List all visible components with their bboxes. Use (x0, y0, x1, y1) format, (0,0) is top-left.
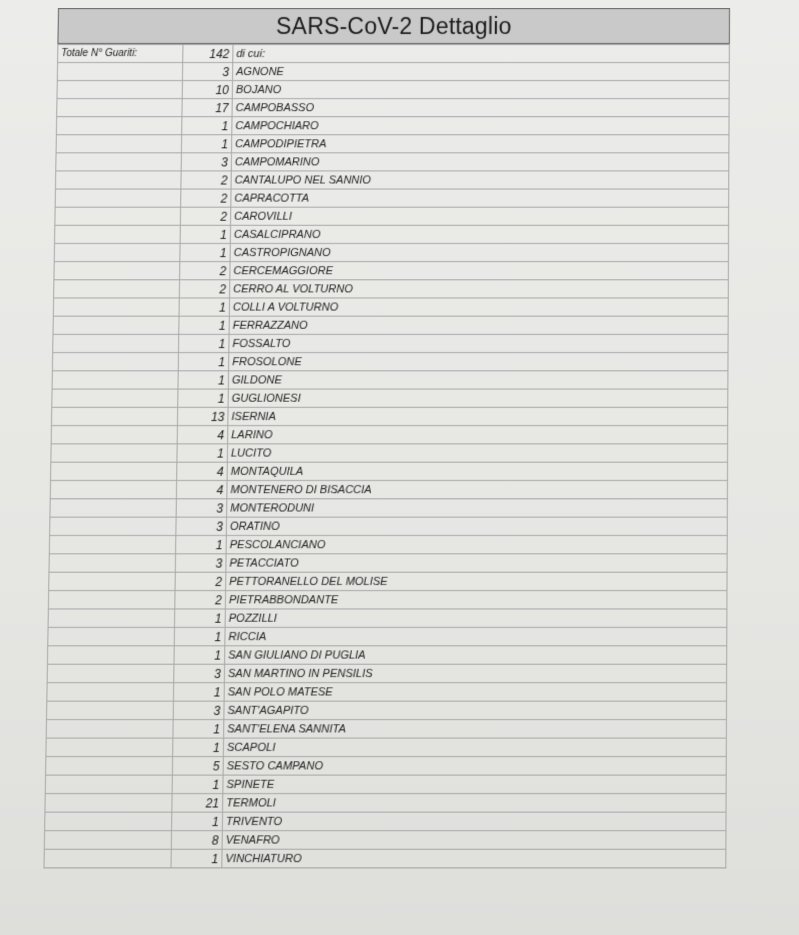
table-row (47, 683, 727, 701)
row-count: 2 (179, 280, 230, 298)
row-count: 1 (177, 444, 228, 462)
row-town: VENAFRO (222, 831, 726, 850)
table-row (56, 135, 729, 153)
table-row (54, 262, 728, 280)
table-row (54, 280, 729, 298)
table-row (48, 591, 727, 609)
row-count: 1 (173, 738, 224, 756)
row-count: 3 (182, 63, 232, 81)
row-count: 3 (181, 153, 231, 171)
row-label-cell (48, 591, 175, 609)
row-town: PIETRABBONDANTE (225, 591, 727, 609)
row-town: SAN POLO MATESE (224, 683, 727, 701)
row-count: 3 (176, 517, 227, 535)
row-count: 1 (172, 812, 223, 831)
row-label-cell (47, 664, 174, 682)
row-label-cell (56, 135, 182, 153)
row-count: 4 (177, 462, 228, 480)
row-label-cell (49, 572, 176, 590)
row-count: 5 (172, 757, 223, 776)
row-label-cell (52, 371, 178, 389)
row-count: 2 (175, 572, 226, 590)
row-label-cell (56, 117, 182, 135)
row-label-cell (51, 407, 177, 425)
table-row (45, 794, 726, 813)
row-label-cell (48, 609, 175, 627)
row-town: SESTO CAMPANO (223, 757, 726, 776)
row-label-cell (53, 334, 179, 352)
row-label-cell (51, 426, 177, 444)
row-count: 1 (178, 371, 229, 389)
row-count: 3 (173, 701, 224, 719)
row-count: 4 (176, 480, 227, 498)
table-row (53, 334, 728, 352)
row-label-cell (49, 554, 176, 572)
row-town: LARINO (228, 426, 728, 444)
summary-note: di cui: (233, 45, 730, 63)
row-town: GILDONE (228, 371, 728, 389)
row-count: 1 (182, 117, 232, 135)
row-label-cell (46, 738, 173, 756)
table-row (51, 444, 728, 462)
row-count: 2 (181, 189, 231, 207)
table-row (45, 812, 726, 831)
row-town: BOJANO (232, 81, 729, 99)
row-town: CASTROPIGNANO (230, 243, 728, 261)
table-row (55, 207, 729, 225)
row-town: TRIVENTO (222, 812, 726, 831)
row-town: CANTALUPO NEL SANNIO (231, 171, 729, 189)
row-label-cell (52, 353, 178, 371)
row-count: 1 (180, 243, 230, 261)
row-town: TERMOLI (223, 794, 727, 813)
row-label-cell (50, 517, 176, 535)
row-count: 1 (172, 775, 223, 794)
row-label-cell (57, 63, 182, 81)
row-label-cell (56, 153, 182, 171)
row-town: GUGLIONESI (228, 389, 728, 407)
table-row (56, 117, 729, 135)
row-label-cell (44, 831, 171, 850)
row-count: 13 (177, 407, 228, 425)
row-label-cell (46, 757, 173, 776)
table-row (53, 316, 728, 334)
table-row (50, 499, 727, 517)
table-row (55, 171, 728, 189)
row-town: CAROVILLI (231, 207, 729, 225)
table-row (55, 189, 729, 207)
row-town: PETTORANELLO DEL MOLISE (226, 572, 727, 590)
row-count: 2 (175, 591, 226, 609)
table-body (44, 45, 729, 868)
row-count: 3 (176, 499, 227, 517)
row-town: LUCITO (227, 444, 727, 462)
table-row (49, 535, 727, 553)
row-town: AGNONE (233, 63, 730, 81)
table-row (45, 775, 726, 794)
row-town: PESCOLANCIANO (226, 535, 727, 553)
row-town: CAPRACOTTA (231, 189, 729, 207)
row-count: 1 (178, 389, 229, 407)
row-label-cell (53, 316, 179, 334)
table-row (51, 407, 727, 425)
row-town: ISERNIA (228, 407, 728, 425)
row-count: 1 (175, 609, 226, 627)
table-row (44, 831, 726, 850)
row-count: 4 (177, 426, 228, 444)
row-town: CAMPOCHIARO (232, 117, 729, 135)
table-row (49, 554, 727, 572)
row-label-cell (55, 171, 181, 189)
row-label-cell (55, 225, 181, 243)
row-town: COLLI A VOLTURNO (229, 298, 728, 316)
row-town: CERCEMAGGIORE (230, 262, 729, 280)
table-row (50, 517, 728, 535)
row-label-cell (54, 280, 180, 298)
table-row (47, 664, 727, 682)
document (25, 8, 760, 868)
row-label-cell (44, 849, 171, 868)
row-label-cell (46, 701, 173, 719)
row-town: FOSSALTO (229, 334, 728, 352)
table-row (46, 757, 727, 776)
table-row (51, 426, 728, 444)
row-town: SANT'ELENA SANNITA (224, 720, 727, 738)
row-town: RICCIA (225, 627, 727, 645)
table-row (49, 572, 727, 590)
row-label-cell (57, 81, 182, 99)
row-town: CASALCIPRANO (230, 225, 728, 243)
row-town: CAMPODIPIETRA (232, 135, 729, 153)
row-town: POZZILLI (225, 609, 727, 627)
row-label-cell (46, 720, 173, 738)
row-label-cell (45, 812, 172, 831)
row-count: 1 (178, 334, 229, 352)
row-town: SANT'AGAPITO (224, 701, 727, 719)
table-row (46, 701, 726, 719)
row-label-cell (48, 627, 175, 645)
row-count: 2 (180, 207, 230, 225)
row-town: FROSOLONE (229, 353, 728, 371)
row-label-cell (50, 480, 176, 498)
row-count: 1 (174, 627, 225, 645)
summary-row (58, 45, 730, 63)
table-row (47, 646, 726, 664)
table-row (52, 389, 728, 407)
row-town: SAN MARTINO IN PENSILIS (224, 664, 726, 682)
row-town: VINCHIATURO (222, 849, 726, 868)
row-label-cell (54, 243, 180, 261)
row-label-cell (53, 298, 179, 316)
row-town: MONTERODUNI (227, 499, 728, 517)
table-row (57, 81, 729, 99)
table-row (56, 153, 729, 171)
row-count: 1 (173, 683, 224, 701)
table-row (52, 353, 728, 371)
table-row (50, 480, 727, 498)
row-town: SAN GIULIANO DI PUGLIA (225, 646, 727, 664)
row-town: CAMPOBASSO (232, 99, 729, 117)
summary-total: 142 (183, 45, 233, 63)
row-town: ORATINO (226, 517, 727, 535)
row-town: MONTAQUILA (227, 462, 727, 480)
row-label-cell (51, 462, 177, 480)
row-label-cell (47, 683, 174, 701)
table-row (44, 849, 726, 868)
table-row (52, 371, 728, 389)
row-label-cell (57, 99, 183, 117)
row-count: 3 (174, 664, 225, 682)
row-count: 1 (173, 720, 224, 738)
table-row (46, 738, 726, 756)
row-count: 1 (171, 849, 222, 868)
row-count: 2 (180, 262, 231, 280)
recovered-table (43, 44, 729, 868)
table-row (51, 462, 728, 480)
row-count: 10 (182, 81, 232, 99)
table-row (48, 627, 727, 645)
row-count: 1 (176, 535, 227, 553)
row-label-cell (55, 189, 181, 207)
table-row (54, 243, 728, 261)
table-row (57, 63, 729, 81)
row-label-cell (54, 262, 180, 280)
row-town: SCAPOLI (223, 738, 726, 756)
row-town: MONTENERO DI BISACCIA (227, 480, 728, 498)
row-label-cell (45, 794, 172, 813)
row-label-cell (55, 207, 181, 225)
row-count: 1 (179, 316, 230, 334)
table-row (57, 99, 729, 117)
row-count: 21 (172, 794, 223, 813)
row-label-cell (52, 389, 178, 407)
row-town: CERRO AL VOLTURNO (230, 280, 729, 298)
table-row (53, 298, 728, 316)
row-label-cell (47, 646, 174, 664)
row-label-cell (51, 444, 177, 462)
row-label-cell (49, 535, 176, 553)
summary-label: Totale N° Guariti: (58, 45, 183, 63)
document-title: SARS-CoV-2 Dettaglio (57, 8, 730, 44)
row-count: 3 (175, 554, 226, 572)
row-town: FERRAZZANO (229, 316, 728, 334)
row-label-cell (45, 775, 172, 794)
table-row (48, 609, 727, 627)
table-row (55, 225, 729, 243)
row-town: CAMPOMARINO (231, 153, 729, 171)
row-label-cell (50, 499, 176, 517)
table-row (46, 720, 726, 738)
row-town: PETACCIATO (226, 554, 727, 572)
row-count: 1 (181, 135, 231, 153)
row-count: 8 (171, 831, 222, 850)
row-count: 1 (174, 646, 225, 664)
row-town: SPINETE (223, 775, 726, 794)
row-count: 1 (178, 353, 229, 371)
row-count: 1 (179, 298, 230, 316)
row-count: 1 (180, 225, 230, 243)
row-count: 17 (182, 99, 232, 117)
row-count: 2 (181, 171, 231, 189)
